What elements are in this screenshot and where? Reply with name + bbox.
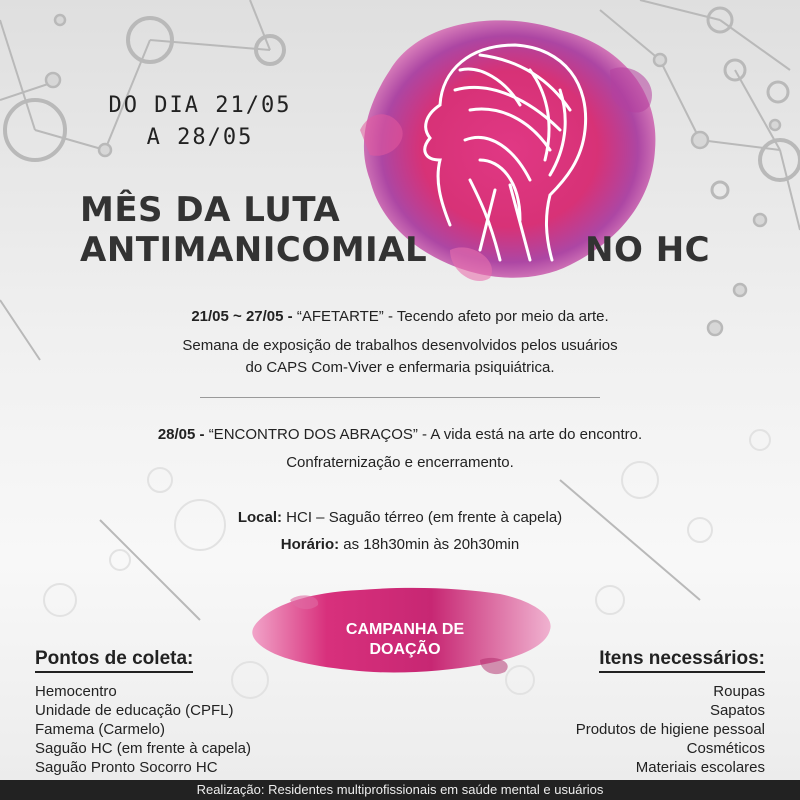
campaign-line-1: CAMPANHA DE (345, 621, 465, 638)
event2-date: 28/05 - (157, 426, 205, 443)
event1-headline (0, 308, 800, 325)
local-label: Local: (237, 509, 283, 526)
needed-items-title: Itens necessários: (599, 648, 765, 673)
event1-tagline: - Tecendo afeto por meio da arte. (383, 308, 609, 325)
campaign-line-2: DOAÇÃO (369, 641, 441, 658)
list-item: Roupas (713, 683, 765, 700)
event-dates (70, 90, 330, 154)
event2-description: Confraternização e encerramento. (286, 454, 514, 471)
needed-items-list (576, 682, 765, 777)
list-item: Produtos de higiene pessoal (575, 721, 765, 738)
list-item: Materiais escolares (635, 759, 765, 776)
date-line-2: A 28/05 (146, 125, 254, 150)
list-item: Hemocentro (35, 683, 117, 700)
time-value: as 18h30min às 20h30min (339, 536, 520, 553)
event1-name: “AFETARTE” (296, 308, 384, 325)
local-value: HCI – Saguão térreo (em frente à capela) (282, 509, 563, 526)
venue-time (0, 536, 800, 553)
event1-date: 21/05 ~ 27/05 - (191, 308, 293, 325)
section-divider (200, 397, 600, 398)
campaign-label (305, 620, 505, 660)
list-item: Sapatos (709, 702, 765, 719)
collection-points-list (35, 682, 251, 777)
list-item: Cosméticos (686, 740, 765, 757)
event2-headline (0, 426, 800, 443)
title-line-2: ANTIMANICOMIAL (80, 230, 428, 270)
title-line-3: NO HC (585, 230, 711, 270)
title-line-1: MÊS DA LUTA (80, 190, 341, 230)
event2-name: “ENCONTRO DOS ABRAÇOS” (208, 426, 418, 443)
list-item: Saguão HC (em frente à capela) (35, 740, 251, 757)
event1-description-1: Semana de exposição de trabalhos desenvolvidos pelos usuários (182, 337, 618, 354)
list-item: Saguão Pronto Socorro HC (35, 759, 218, 776)
list-item: Famema (Carmelo) (35, 721, 166, 738)
venue-local (0, 509, 800, 526)
list-item: Unidade de educação (CPFL) (35, 702, 234, 719)
footer-credits: Realização: Residentes multiprofissionais em saúde mental e usuários (0, 780, 800, 800)
time-label: Horário: (280, 536, 340, 553)
date-line-1: DO DIA 21/05 (108, 93, 292, 118)
event1-description-2: do CAPS Com-Viver e enfermaria psiquiátrica. (245, 359, 555, 376)
event2-tagline: - A vida está na arte do encontro. (417, 426, 643, 443)
collection-points-title: Pontos de coleta: (35, 648, 193, 673)
